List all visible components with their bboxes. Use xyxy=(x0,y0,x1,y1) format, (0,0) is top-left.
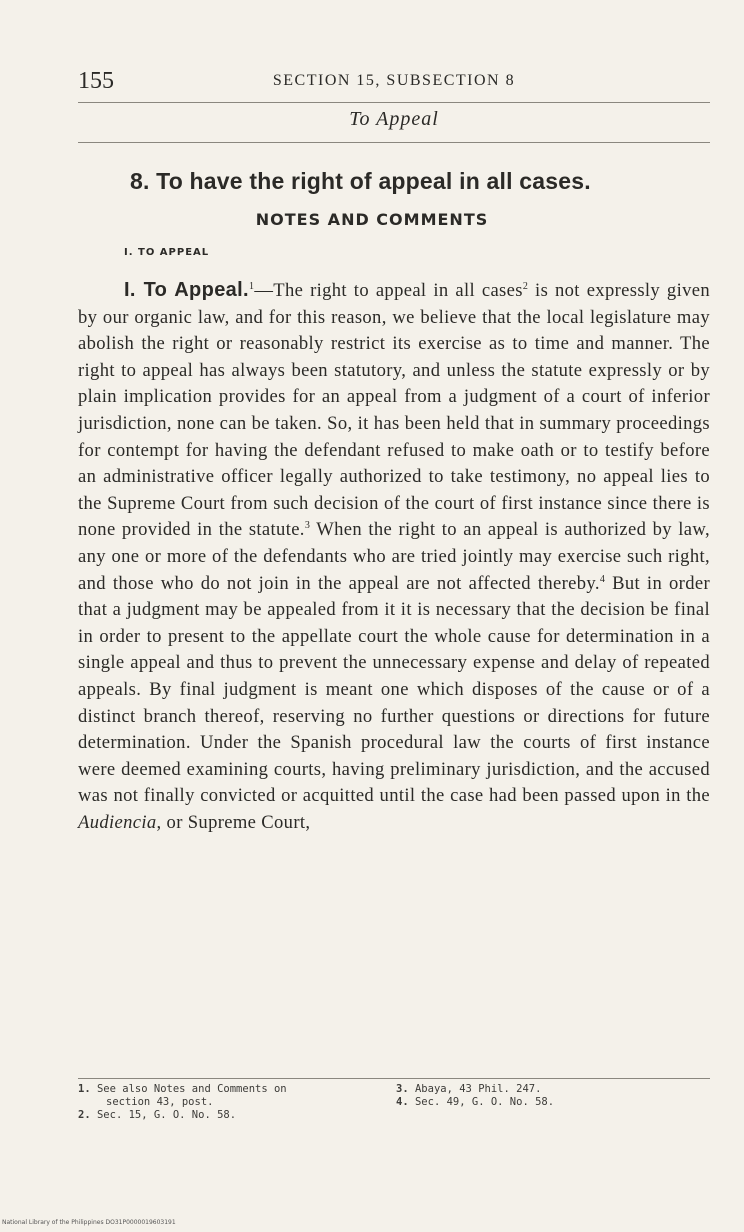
footnote-4-number: 4. xyxy=(396,1096,409,1108)
footnote-2 xyxy=(78,1109,388,1122)
italic-term: Audiencia xyxy=(78,811,157,833)
footnote-2-text: Sec. 15, G. O. No. 58. xyxy=(96,1109,237,1121)
footnote-ref-2: 2 xyxy=(522,281,529,292)
scan-credit: National Library of the Philippines DO31P0000019603191 xyxy=(2,1219,176,1226)
body-text-5: , or Supreme Court, xyxy=(156,811,311,833)
footnote-4-text: Sec. 49, G. O. No. 58. xyxy=(414,1096,555,1108)
footnote-3 xyxy=(396,1083,696,1096)
footnote-1 xyxy=(78,1083,388,1109)
footnote-ref-3: 3 xyxy=(304,520,311,532)
footnotes-right-column xyxy=(396,1083,696,1109)
running-subheading xyxy=(78,106,710,143)
body-text-4: But in order that a judgment may be appealed from it it is necessary that the decision be final in order to present to the appellate court the whole cause for determination in a single appeal and thus to prevent the unnecessary expense and delay of repeated appeals. By final judgment is meant one which disposes of the cause or of a distinct branch thereof, reserving no further questions or directions for future determination. Under the Spanish procedural law the courts of first instance were deemed examining courts, having preliminary jurisdiction, and the accused was not finally convicted or acquitted until the case had been passed upon in the xyxy=(78,572,710,807)
footnote-3-number: 3. xyxy=(396,1083,409,1095)
footnotes-left-column xyxy=(78,1083,388,1122)
footnote-3-text: Abaya, 43 Phil. 247. xyxy=(414,1083,542,1095)
body-text-2: is not expressly given by our organic law, and for this reason, we believe that the local legislature may abolish the right or reasonably restrict its exercise as to time and manner. The right to appeal has always been statutory, and unless the statute expressly or by plain implication provides for an appeal from a judgment of a court of inferior jurisdiction, none can be taken. So, it has been held that in summary proceedings for contempt for having the defendant refused to make oath or to testify before an administrative officer legally authorized to take testimony, no appeal lies to the Supreme Court from such decision of the court of first instance since there is none provided in the statute. xyxy=(78,280,710,541)
footnote-1-text: See also Notes and Comments on xyxy=(96,1083,287,1095)
footnote-2-number: 2. xyxy=(78,1109,91,1121)
body-text-3: When the right to an appeal is authorized by law, any one or more of the defendants who are tried jointly may exercise such right, and those who do not join in the appeal are not affected thereby. xyxy=(78,519,710,594)
toc-item: I. TO APPEAL xyxy=(124,247,210,258)
paragraph-lead: I. To Appeal. xyxy=(124,279,249,301)
provision-heading: 8. To have the right of appeal in all cases. xyxy=(130,168,591,194)
footnote-divider xyxy=(78,1078,710,1079)
footnote-ref-4: 4 xyxy=(599,573,606,585)
section-title: SECTION 15, SUBSECTION 8 xyxy=(272,72,516,89)
body-paragraph xyxy=(78,277,710,836)
footnote-4 xyxy=(396,1096,696,1109)
page-number: 155 xyxy=(78,68,114,94)
footnote-ref-1: 1 xyxy=(248,281,255,292)
footnote-1-continuation: section 43, post. xyxy=(106,1096,214,1108)
footnote-1-number: 1. xyxy=(78,1083,91,1095)
body-text-1: —The right to appeal in all cases xyxy=(254,280,523,301)
notes-title: NOTES AND COMMENTS xyxy=(255,210,489,229)
subheading-text: To Appeal xyxy=(349,108,439,130)
running-header xyxy=(78,64,710,103)
